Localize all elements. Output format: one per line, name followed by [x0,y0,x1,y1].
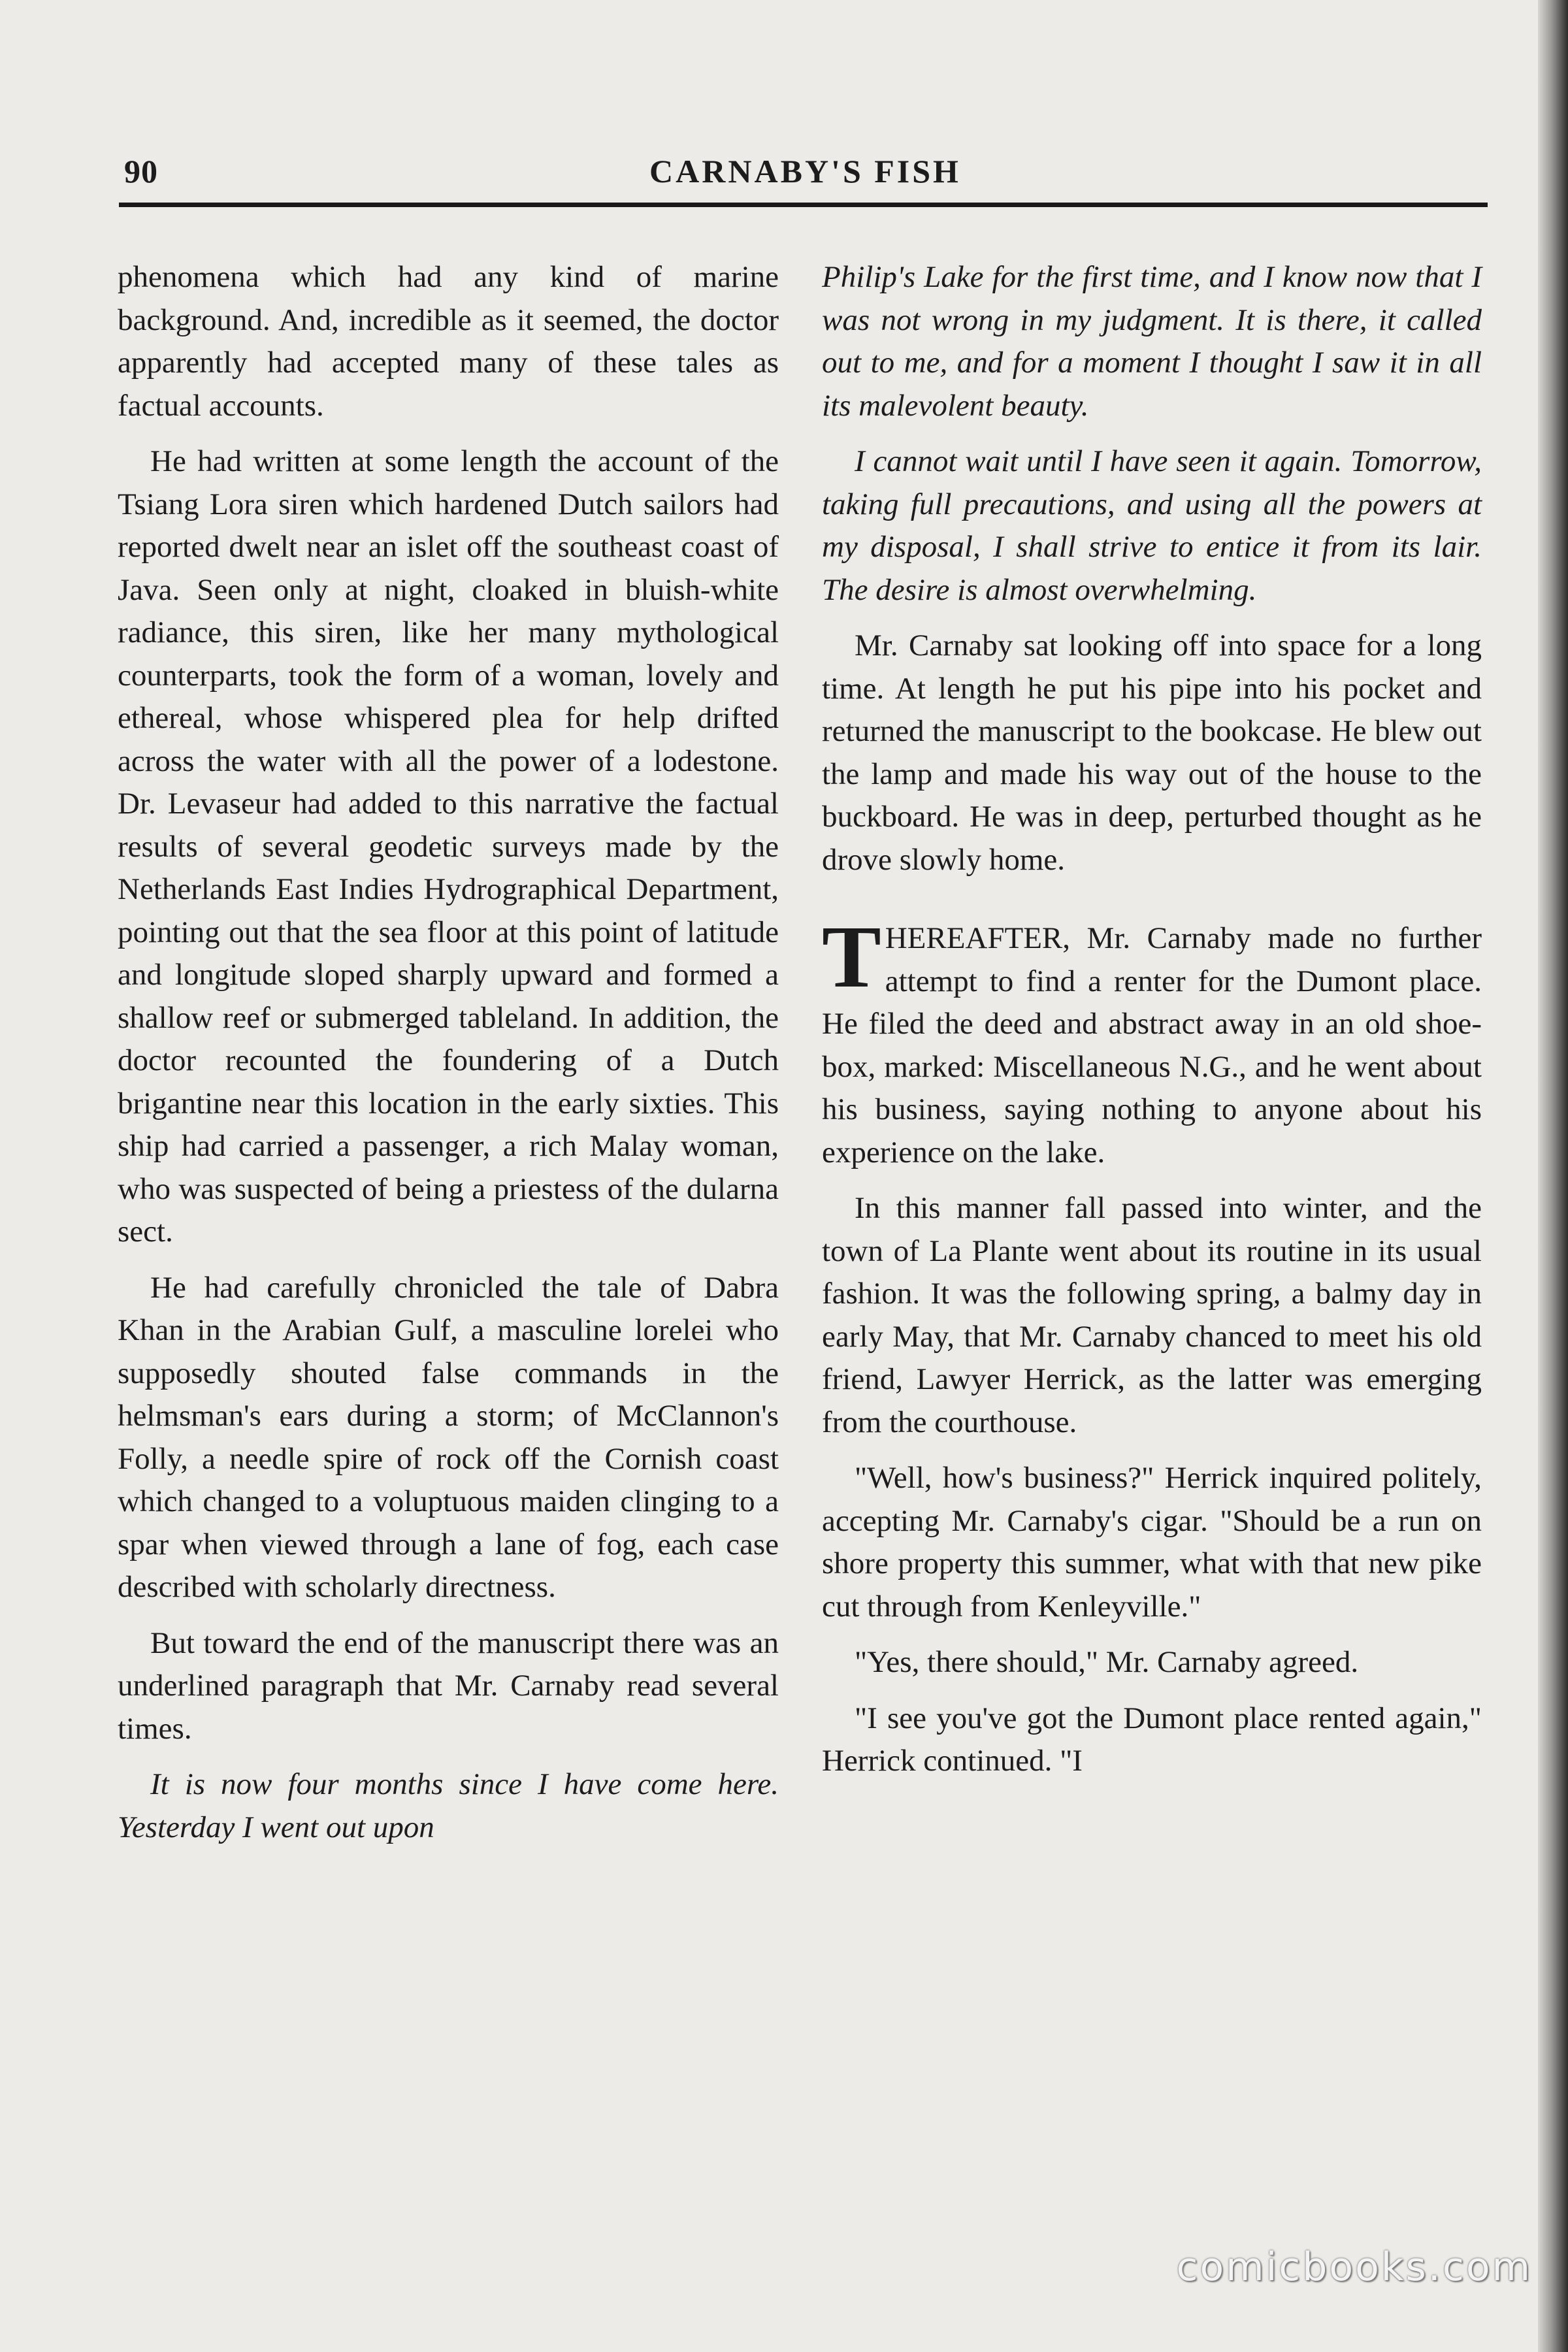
header-rule [119,203,1488,207]
italic-quote-paragraph: I cannot wait until I have seen it again. Tomorrow, taking full precautions, and using all the powers at my disposal, I shall strive to entice it from its lair. The desire is almost overwhelming. [822,444,1482,607]
paragraph: "Yes, there should," Mr. Carnaby agreed. [855,1645,1359,1679]
paragraph: Mr. Carnaby sat looking off into space for a long time. At length he put his pipe into his pocket and returned the manuscript to the bookcase. He blew out the lamp and made his way out of the house to the buckboard. He was in deep, perturbed thought as he drove slowly home. [822,629,1482,877]
italic-quote-paragraph: Philip's Lake for the first time, and I know now that I was not wrong in my judgment. It is there, it called out to me, and for a moment I thought I saw it in all its malevolent beauty. [822,260,1482,423]
paragraph: phenomena which had any kind of marine background. And, incredible as it seemed, the doctor apparently had accepted many of these tales as factual accounts. [118,260,779,423]
right-column [822,256,1482,2138]
section-break-paragraph [822,908,1482,1174]
page-header [124,147,1486,199]
running-title: CARNABY'S FISH [649,153,961,189]
paragraph: He had carefully chronicled the tale of Dabra Khan in the Arabian Gulf, a masculine lorelei who supposedly shouted false commands in the helmsman's ears during a storm; of McClannon's Folly, a needle spire of rock off the Cornish coast which changed to a voluptuous maiden clinging to a spar when viewed through a lane of fog, each case described with scholarly directness. [118,1270,779,1604]
paragraph: In this manner fall passed into winter, and the town of La Plante went about its routine in its usual fashion. It was the following spring, a balmy day in early May, that Mr. Carnaby chanced to meet his old friend, Lawyer Herrick, as the latter was emerging from the courthouse. [822,1191,1482,1439]
page-spine-shadow [1538,0,1568,2352]
section-break-text: HEREAFTER, Mr. Carnaby made no further attempt to find a renter for the Dumont place. He filed the deed and abstract away in an old shoe-box, marked: Miscellaneous N.G., and he went about his business, saying nothing to anyone about his experience on the lake. [822,921,1482,1169]
watermark-logo: comicbooks.com [1176,2244,1532,2290]
drop-cap: T [822,908,881,1006]
paragraph: But toward the end of the manuscript there was an underlined paragraph that Mr. Carnaby read several times. [118,1625,779,1746]
paragraph: He had written at some length the account of the Tsiang Lora siren which hardened Dutch sailors had reported dwelt near an islet off the southeast coast of Java. Seen only at night, cloaked in bluish-white radiance, this siren, like her many mythological counterparts, took the form of a woman, lovely and ethereal, whose whispered plea for help drifted across the water with all the power of a lodestone. Dr. Levaseur had added to this narrative the factual results of several geodetic surveys made by the Netherlands East Indies Hydrographical Department, pointing out that the sea floor at this point of latitude and longitude sloped sharply upward and formed a shallow reef or submerged tableland. In addition, the doctor recounted the foundering of a Dutch brigantine near this location in the early sixties. This ship had carried a passenger, a rich Malay woman, who was suspected of being a priestess of the dularna sect. [118,444,779,1249]
page-number: 90 [124,153,158,189]
paragraph: "Well, how's business?" Herrick inquired politely, accepting Mr. Carnaby's cigar. "Should be a run on shore property this summer, what with that new pike cut through from Kenleyville." [822,1461,1482,1624]
left-column [118,256,779,2138]
italic-quote-paragraph: It is now four months since I have come here. Yesterday I went out upon [118,1767,779,1844]
paragraph: "I see you've got the Dumont place rented again," Herrick continued. "I [822,1701,1482,1778]
